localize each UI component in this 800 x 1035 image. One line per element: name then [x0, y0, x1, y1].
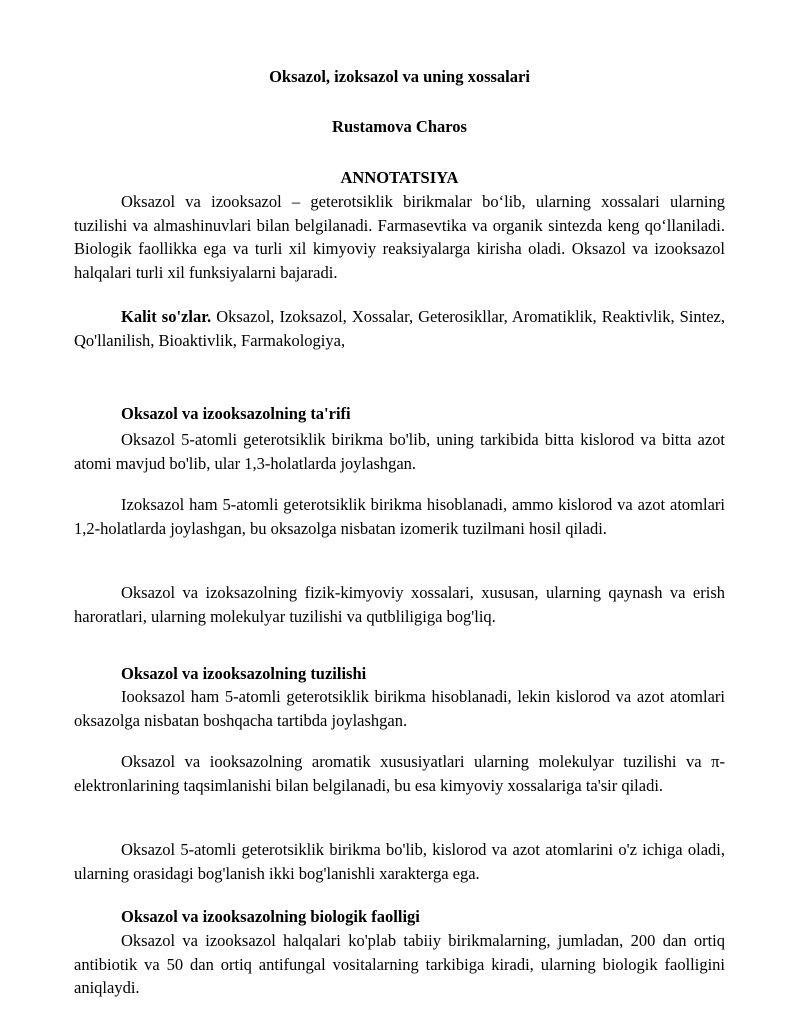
- section-heading-structure: Oksazol va izooksazolning tuzilishi: [121, 664, 367, 683]
- abstract-heading: ANNOTATSIYA: [340, 168, 459, 187]
- paragraph: Oksazol va iooksazolning aromatik xususiyatlari ularning molekulyar tuzilishi va π-elektronlarining taqsimlanishi bilan belgilanadi, bu esa kimyoviy xossalariga ta'sir qiladi.: [74, 752, 725, 795]
- abstract-paragraph: Oksazol va izooksazol – geterotsiklik birikmalar boʻlib, ularning xossalari ularning tuzilishi va almashinuvlari bilan belgilanadi. Farmasevtika va organik sintezda keng qoʻllaniladi. Biologik faollikka ega va turli xil kimyoviy reaksiyalarga kirisha oladi. Oksazol va izooksazol halqalari turli xil funksiyalarni bajaradi.: [74, 192, 725, 282]
- keywords-paragraph: [74, 305, 725, 352]
- keywords-list: Oksazol, Izoksazol, Xossalar, Geterosikllar, Aromatiklik, Reaktivlik, Sintez, Qo'llanilish, Bioaktivlik, Farmakologiya,: [74, 307, 725, 350]
- paragraph: Oksazol 5-atomli geterotsiklik birikma bo'lib, uning tarkibida bitta kislorod va bitta azot atomi mavjud bo'lib, ular 1,3-holatlarda joylashgan.: [74, 430, 725, 473]
- paragraph: Oksazol 5-atomli geterotsiklik birikma bo'lib, kislorod va azot atomlarini o'z ichiga oladi, ularning orasidagi bog'lanish ikki bog'lanishli xarakterga ega.: [74, 840, 725, 883]
- paragraph: Iooksazol ham 5-atomli geterotsiklik birikma hisoblanadi, lekin kislorod va azot atomlari oksazolga nisbatan boshqacha tartibda joylashgan.: [74, 687, 725, 730]
- author-name: Rustamova Charos: [332, 117, 467, 136]
- keywords-label: Kalit so'zlar.: [121, 307, 212, 326]
- paragraph: Oksazol va izoksazolning fizik-kimyoviy xossalari, xususan, ularning qaynash va erish haroratlari, ularning molekulyar tuzilishi va qutbliligiga bog'liq.: [74, 583, 725, 626]
- section-heading-definition: Oksazol va izooksazolning ta'rifi: [121, 404, 351, 423]
- document-title: Oksazol, izoksazol va uning xossalari: [269, 67, 530, 86]
- section-heading-biological-activity: Oksazol va izooksazolning biologik faolligi: [121, 907, 420, 926]
- paragraph: Izoksazol ham 5-atomli geterotsiklik birikma hisoblanadi, ammo kislorod va azot atomlari 1,2-holatlarda joylashgan, bu oksazolga nisbatan izomerik tuzilmani hosil qiladi.: [74, 495, 725, 538]
- paragraph: Oksazol va izooksazol halqalari ko'plab tabiiy birikmalarning, jumladan, 200 dan ortiq antibiotik va 50 dan ortiq antifungal vositalarning tarkibiga kiradi, ularning biologik faolligini aniqlaydi.: [74, 931, 725, 997]
